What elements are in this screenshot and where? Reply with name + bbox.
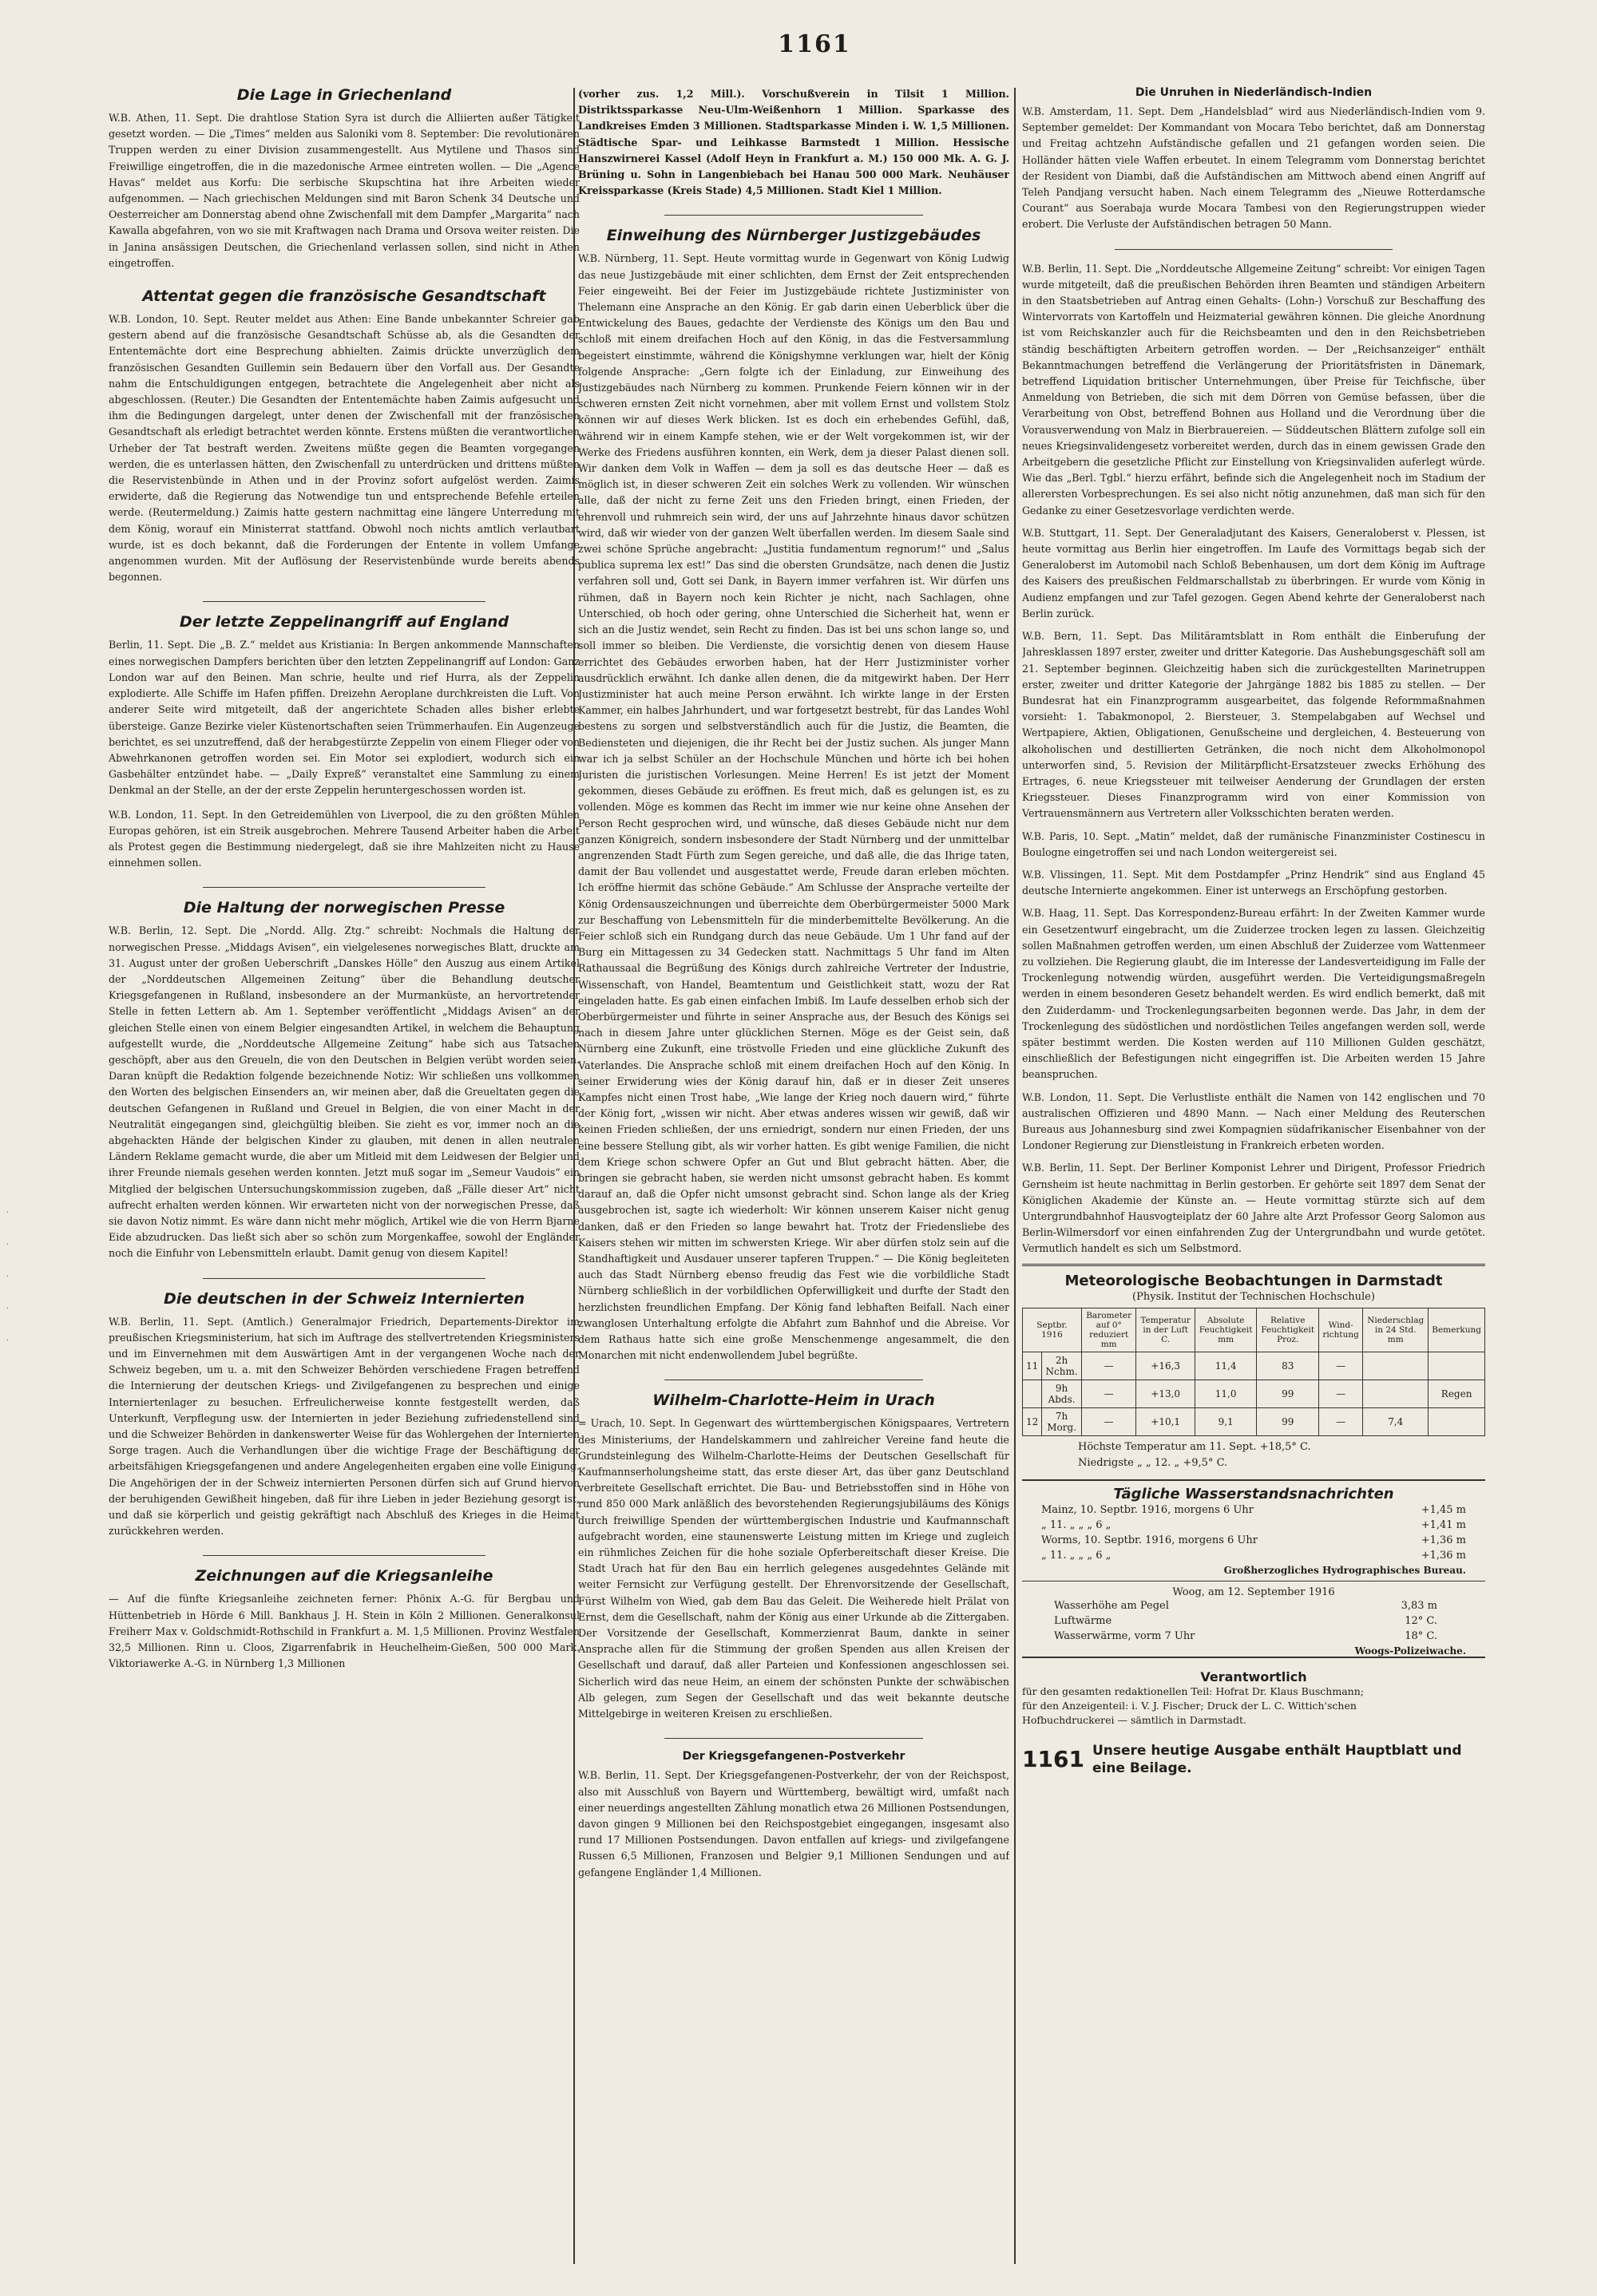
weather-subtitle: (Physik. Institut der Technischen Hochschule) <box>1132 1290 1375 1303</box>
table-cell: 99 <box>1257 1380 1319 1407</box>
article-zeppelin <box>109 613 580 871</box>
min-temperature: Niedrigste „ „ 12. „ +9,5° C. <box>1078 1456 1228 1469</box>
table-row <box>1023 1352 1485 1380</box>
separator <box>1115 249 1393 250</box>
woog-label: Luftwärme <box>1054 1614 1112 1627</box>
water-level-row <box>1022 1548 1485 1563</box>
weather-extremes <box>1022 1436 1485 1473</box>
table-cell: 7,4 <box>1363 1407 1429 1435</box>
edition-notice <box>1022 1742 1485 1777</box>
water-level-value: +1,36 m <box>1421 1549 1466 1562</box>
woog-row <box>1022 1598 1485 1613</box>
table-cell: +10,1 <box>1136 1407 1195 1435</box>
article-body: W.B. Athen, 11. Sept. Die drahtlose Station Syra ist durch die Alliierten außer Tätigkeit gesetzt worden. — Die „Times“ melden aus Saloniki vom 8. September: Die revolutionären Truppen werden zu einer Division zusammengestellt. Aus Mytilene und Thasos sind Freiwillige eingetroffen, die in die mazedonische Armee eintreten wollen. — Die „Agence Havas“ meldet aus Korfu: Die serbische Skupschtina hat ihre Arbeiten wieder aufgenommen. — Nach griechischen Meldungen sind mit Baron Schenk 34 Deutsche und Oesterreicher am Donnerstag abend ohne Zwischenfall mit dem Dampfer „Margarita“ nach Kawalla abgefahren, von wo sie mit Kraftwagen nach Drama und Orsova weiter reisten. Die in Janina ansässigen Deutschen, die Griechenland verlassen sollen, sind nicht in Athen eingetroffen. <box>109 112 580 269</box>
responsible-line: für den Anzeigenteil: i. V. J. Fischer; Druck der L. C. Wittich'schen <box>1022 1699 1357 1712</box>
woog-label: Wasserhöhe am Pegel <box>1054 1599 1169 1612</box>
news-item: W.B. Bern, 11. Sept. Das Militäramtsblatt in Rom enthält die Einberufung der Jahresklassen 1897 erster, zweiter und dritter Kategorie. Das Aushebungsgeschäft soll am 21. September beginnen. Gleichzeitig haben sich die zurückgestellten Marinetruppen erster, zweiter und dritter Kategorie der Jahrgänge 1882 bis 1885 zu stellen. — Der Bundesrat hat ein Finanzprogramm ausgearbeitet, das folgende Reformmaßnahmen vorsieht: 1. Tabakmonopol, 2. Biersteuer, 3. Stempelabgaben auf Wechsel und Wertpapiere, Aktien, Obligationen, Genußscheine und dergleichen, 4. Besteuerung von alkoholischen und destillierten Getränken, die noch nicht dem Alkoholmonopol unterworfen sind, 5. Revision der Militärpflicht-Ersatzsteuer zwecks Erhöhung des Ertrages, 6. neue Kriegssteuer mit teilweiser Aenderung der Grundlagen der ersten Kriegssteuer. Dieses Finanzprogramm wird von einer Kommission von Vertrauensmännern aus Vertretern aller Volksschichten beraten werden. <box>1022 630 1485 820</box>
weather-table <box>1022 1308 1485 1436</box>
separator <box>203 1555 485 1556</box>
table-row <box>1023 1380 1485 1407</box>
article-post <box>578 1750 1009 1880</box>
woog-heading: Woog, am 12. September 1916 <box>1172 1585 1335 1598</box>
notice-number: 1161 <box>1022 1746 1084 1773</box>
news-item: W.B. Stuttgart, 11. Sept. Der Generaladjutant des Kaisers, Generaloberst v. Plessen, ist heute vormittag aus Berlin hier eingetroffen. Im Laufe des Vormittags begab sich der Generaloberst im Automobil nach Schloß Bebenhausen, um dort dem König im Auftrage des Kaisers des preußischen Feldmarschallstab zu überbringen. Er wurde vom König in Audienz empfangen und zur Tafel gezogen. Gegen Abend kehrte der Generaloberst nach Berlin zurück. <box>1022 526 1485 620</box>
article-headline: Die Haltung der norwegischen Presse <box>183 899 505 917</box>
table-cell: 9h Abds. <box>1042 1380 1082 1407</box>
weather-section <box>1022 1264 1485 1473</box>
table-cell: 7h Morg. <box>1042 1407 1082 1435</box>
article-body: W.B. Berlin, 11. Sept. (Amtlich.) Generalmajor Friedrich, Departements-Direktor im preußischen Kriegsministerium, hat sich im Auftrage des stellvertretenden Kriegsministers und im Einvernehmen mit dem Auswärtigen Amt in der vergangenen Woche nach der Schweiz begeben, um u. a. mit den Schweizer Behörden verschiedene Fragen betreffend die Internierung der deutschen Kriegs- und Zivilgefangenen zu besprechen und einige Interniertenlager zu besuchen. Erfreulicherweise konnte festgestellt werden, daß Unterkunft, Verpflegung usw. der Internierten in jeder Beziehung zufriedenstellend sind und die Schweizer Behörden in dankenswerter Weise für das Wohlergehen der Internierten Sorge tragen. Auch die Verhandlungen über die wichtige Frage der Beschäftigung der arbeitsfähigen Kriegsgefangenen und andere Angelegenheiten ergaben eine volle Einigung. Die Angehörigen der in der Schweiz internierten Personen dürfen sich auf Grund hiervon der beruhigenden Gewißheit hingeben, daß für ihre Lieben in jeder Beziehung gesorgt ist, und daß sie körperlich und geistig gekräftigt nach Abschluß des Krieges in die Heimat zurückkehren werden. <box>109 1315 580 1538</box>
column-rule <box>1014 88 1016 2264</box>
news-item: W.B. London, 11. Sept. Die Verlustliste enthält die Namen von 142 englischen und 70 australischen Offizieren und 4890 Mann. — Nach einer Meldung des Reuterschen Bureaus aus Johannesburg sind zwei Kompagnien südafrikanischer Eisenbahner von der Londoner Regierung zur Dienstleistung in Frankreich erbeten worden. <box>1022 1091 1485 1152</box>
table-cell <box>1429 1352 1485 1380</box>
article-body: (vorher zus. 1,2 Mill.). Vorschußverein in Tilsit 1 Million. Distriktssparkasse Neu-Ulm-Weißenhorn 1 Million. Sparkasse des Landkreises Emden 3 Millionen. Stadtsparkasse Minden i. W. 1,5 Millionen. Städtische Spar- und Leihkasse Barmstedt 1 Million. Hessische Hanszwirnerei Kassel (Adolf Heyn in Frankfurt a. M.) 150 000 Mk. A. G. J. Brüning u. Sohn in Langenbiebach bei Hanau 500 000 Mark. Neuhäuser Kreissparkasse (Kreis Stade) 4,5 Millionen. Stadt Kiel 1 Million. <box>578 88 1009 197</box>
woog-value: 18° C. <box>1405 1629 1437 1642</box>
article-schweiz <box>109 1290 580 1540</box>
table-cell: 12 <box>1023 1407 1042 1435</box>
water-level-row <box>1022 1502 1485 1518</box>
table-row <box>1023 1407 1485 1435</box>
water-level-value: +1,45 m <box>1421 1503 1466 1516</box>
table-header: Temperatur in der Luft C. <box>1136 1308 1195 1352</box>
table-cell: — <box>1319 1352 1363 1380</box>
responsible-line: für den gesamten redaktionellen Teil: Hofrat Dr. Klaus Buschmann; <box>1022 1684 1364 1697</box>
table-cell <box>1363 1380 1429 1407</box>
article-body: W.B. Berlin, 12. Sept. Die „Nordd. Allg. Ztg.“ schreibt: Nochmals die Haltung der norwegischen Presse. „Middags Avisen“, ein vielgelesenes norwegisches Blatt, druckte am 31. August unter der großen Ueberschrift „Danskes Hölle“ den Auszug aus einem Artikel der „Norddeutschen Allgemeinen Zeitung“ über die Behandlung deutscher Kriegsgefangenen in Rußland, insbesondere an der Murmanküste, an hervortretender Stelle in fetten Lettern ab. Am 1. September veröffentlicht „Middags Avisen“ an der gleichen Stelle einen von einem Belgier eingesandten Artikel, in welchem die Behauptung aufgestellt wurde, die „Norddeutsche Allgemeine Zeitung“ habe sich aus Tatsachen geschöpft, aber aus den Greueln, die von den Deutschen in Belgien verübt worden seien. Daran knüpft die Redaktion folgende bezeichnende Notiz: Wir schließen uns vollkommen den Worten des belgischen Einsenders an, wir meinen aber, daß die Greueltaten gegen die deutschen Gefangenen in Rußland und Greuel in Belgien, die von einer Macht in der Neutralität eingegangen sind, gleichgültig bleiben. Sie zieht es vor, immer noch an die abgehackten Hände der belgischen Kinder zu glauben, mit denen in allen neutralen Ländern Reklame gemacht wurde, die aber um Mitleid mit dem Leidwesen der Belgier und ihrer Freunde niemals gesehen werden konnten. Jetzt muß sogar im „Semeur Vaudois“ ein Mitglied der belgischen Untersuchungskommission zugeben, daß „Fälle dieser Art“ nicht aufrecht erhalten werden können. Wir erwarteten nicht von der norwegischen Presse, daß sie davon Notiz nimmt. Es wäre dann nicht mehr möglich, Artikel wie die von Herrn Bjarne Eide abzudrucken. Das ließt sich aber so schön zum Morgenkaffee, sowohl der Engländer noch die Einfuhr von Lebensmitteln erlaubt. Damit genug von diesem Kapitel! <box>109 924 580 1260</box>
article-presse <box>109 899 580 1261</box>
margin-marks: · · · · · <box>6 1209 10 1345</box>
responsible-section <box>1022 1669 1485 1728</box>
separator <box>203 1278 485 1279</box>
news-list <box>1022 261 1485 1257</box>
table-header: Absolute Feuchtigkeit mm <box>1195 1308 1257 1352</box>
article-attentat <box>109 287 580 585</box>
news-item: W.B. Paris, 10. Sept. „Matin“ meldet, daß der rumänische Finanzminister Costinescu in Boulogne eingetroffen sei und nach London weitergereist sei. <box>1022 829 1485 858</box>
weather-title: Meteorologische Beobachtungen in Darmstadt <box>1064 1272 1443 1289</box>
hydrographic-office: Großherzogliches Hydrographisches Bureau. <box>1022 1563 1485 1581</box>
news-item: W.B. Berlin, 11. Sept. Die „Norddeutsche Allgemeine Zeitung“ schreibt: Vor einigen Tagen wurde mitgeteilt, daß die preußischen Behörden ihren Beamten und ständigen Arbeitern in den Staatsbetrieben auf Antrag einen Gehalts- (Lohn-) Vorschuß zur Beschaffung des Wintervorrats von Kartoffeln und Heizmaterial gewähren können. Die gleiche Anordnung ist vom Reichskanzler auch für die Reichsbeamten und den in den Reichsbetrieben ständig beschäftigten Arbeitern getroffen worden. — Der „Reichsanzeiger“ enthält Bekanntmachungen betreffend die Verlängerung der Prioritätsfristen in Dänemark, betreffend Liquidation britischer Unternehmungen, über Preise für Teichfische, über Anmeldung von Betrieben, die sich mit dem Dörren von Gemüse befassen, über die Verarbeitung von Obst, betreffend Bohnen aus Holland und die Verordnung über die Vorausverwendung von Malz in Bierbrauereien. — Süddeutschen Blättern zufolge soll ein neues Kriegsinvalidengesetz vorbereitet werden, durch das in einem gewissen Grade den Arbeitgebern die gesetzliche Pflicht zur Einstellung von Kriegsinvaliden auferlegt würde. Wie das „Berl. Tgbl.“ hierzu erfährt, befinde sich die Angelegenheit noch im Stadium der allerersten Vorbesprechungen. Es sei also nicht nötig anzunehmen, daß man sich für den Gedanke zu einer Gesetzesvorlage verdichten werde. <box>1022 262 1485 517</box>
responsible-title: Verantwortlich <box>1200 1669 1307 1684</box>
article-body: Berlin, 11. Sept. Die „B. Z.“ meldet aus Kristiania: In Bergen ankommende Mannschaften eines norwegischen Dampfers berichten über den letzten Zeppelinangriff auf London: Ganz London war auf den Beinen. Man schrie, heulte und rief Hurra, als der Zeppelin explodierte. Alle Schiffe im Hafen pfiffen. Dreizehn Aeroplane durchkreisten die Luft. Von anderer Seite wird mitgeteilt, daß der angerichtete Schaden alles bisher erlebte übersteige. Ganze Bezirke vieler Küstenortschaften seien Trümmerhaufen. Ein Augenzeuge berichtet, es sei unzutreffend, daß der herabgestürzte Zeppelin von einem Flieger oder von Abwehrkanonen getroffen worden sei. Ein Motor sei explodiert, wodurch sich ein Gasbehälter entzündet habe. — „Daily Expreß“ veranstaltet eine Sammlung zu einem Denkmal an der Stelle, an der der erste Zeppelin heruntergeschossen worden ist. <box>109 639 580 797</box>
water-level-row <box>1022 1518 1485 1533</box>
table-cell: — <box>1081 1380 1136 1407</box>
news-item: W.B. Haag, 11. Sept. Das Korrespondenz-Bureau erfährt: In der Zweiten Kammer wurde ein Gesetzentwurf eingebracht, um die Zuiderzee trocken legen zu lassen. Gleichzeitig sollen Maßnahmen getroffen werden, um einen Abschluß der Zuiderzee vom Wattenmeer zu vollziehen. Die Regierung glaubt, die im Interesse der Landesverteidigung im Falle der Trockenlegung notwendig würden, ausgeführt werden. Die Verteidigungsmaßregeln werden in einem besonderen Gesetz behandelt werden. Es wird endlich bemerkt, daß mit den Zuiderdamm- und Trockenlegungsarbeiten begonnen werde. Das Jahr, in dem der Trockenlegung des südöstlichen und nordöstlichen Teiles angefangen werden soll, werde später bestimmt werden. Die Kosten werden auf 110 Millionen Gulden geschätzt, einschließlich der Befestigungen nicht eingegriffen ist. Die Arbeiten werden 15 Jahre beanspruchen. <box>1022 907 1485 1081</box>
water-level-place: „ 11. „ „ „ 6 „ <box>1041 1549 1112 1562</box>
article-headline: Attentat gegen die französische Gesandtschaft <box>142 287 546 306</box>
water-level-value: +1,36 m <box>1421 1534 1466 1546</box>
article-subhead: Der Kriegsgefangenen-Postverkehr <box>682 1750 905 1764</box>
article-body: W.B. London, 10. Sept. Reuter meldet aus Athen: Eine Bande unbekannter Schreier gab gestern abend auf die französische Gesandtschaft Schüsse ab, als die Gesandten der Ententemächte dort eine Besprechung abhielten. Zaimis drückte unverzüglich dem französischen Gesandten Guillemin sein Bedauern über den Vorfall aus. Der Gesandte nahm die Entschuldigungen entgegen, betrachtete die Angelegenheit aber nicht als abgeschlossen. (Reuter.) Die Gesandten der Ententemächte haben Zaimis aufgesucht und ihm die Bedingungen dargelegt, unter denen der Zwischenfall mit der französischen Gesandtschaft als erledigt betrachtet werden könnte. Erstens müßten die verantwortlichen Urheber der Tat bestraft werden. Zweitens müßte gegen die Beamten vorgegangen werden, die es unterlassen hätten, den Zwischenfall zu unterdrücken und drittens müßten die Reservistenbünde in Athen und in der Provinz sofort aufgelöst werden. Zaimis erwiderte, daß die Regierung das Notwendige tun und entsprechende Befehle erteilen werde. (Reutermeldung.) Zaimis hatte gestern nachmittag eine längere Unterredung mit dem König, worauf ein Ministerrat stattfand. Obwohl noch nichts amtlich verlautbart wurde, ist es doch bekannt, daß die Forderungen der Entente in vollem Umfange angenommen wurden. Mit der Auflösung der Reservistenbünde wurde bereits abends begonnen. <box>109 313 580 584</box>
table-cell: 2h Nchm. <box>1042 1352 1082 1380</box>
table-cell: 99 <box>1257 1407 1319 1435</box>
page-number: 1161 <box>778 30 851 58</box>
table-cell: — <box>1319 1407 1363 1435</box>
article-headline: Die Unruhen in Niederländisch-Indien <box>1135 86 1373 99</box>
water-level-place: Mainz, 10. Septbr. 1916, morgens 6 Uhr <box>1041 1503 1254 1516</box>
table-cell <box>1023 1380 1042 1407</box>
column-1 <box>109 86 580 2248</box>
water-level-place: Worms, 10. Septbr. 1916, morgens 6 Uhr <box>1041 1534 1258 1546</box>
article-headline: Zeichnungen auf die Kriegsanleihe <box>195 1567 493 1585</box>
separator <box>203 601 485 602</box>
article-justiz <box>578 227 1009 1364</box>
woog-police: Woogs-Polizeiwache. <box>1022 1644 1485 1658</box>
notice-text: Unsere heutige Ausgabe enthält Hauptblatt und eine Beilage. <box>1092 1742 1462 1776</box>
column-3 <box>1022 86 1485 2248</box>
article-headline: Die deutschen in der Schweiz Internierten <box>164 1289 525 1308</box>
article-headline: Der letzte Zeppelinangriff auf England <box>179 613 509 631</box>
article-body: W.B. Berlin, 11. Sept. Der Kriegsgefangenen-Postverkehr, der von der Reichspost, also mit Ausschluß von Bayern und Württemberg, bewältigt wird, umfaßt nach einer neuerdings angestellten Zählung monatlich etwa 26 Millionen Postsendungen, davon gingen 9 Millionen bei den Reichspostgebiet eingegangen, insgesamt also rund 17 Millionen Postsendungen. Davon entfallen auf kriegs- und zivilgefangene Russen 6,5 Millionen, Franzosen und Belgier 9,1 Millionen Sendungen und auf gefangene Engländer 1,4 Millionen. <box>578 1769 1009 1878</box>
news-item: W.B. Vlissingen, 11. Sept. Mit dem Postdampfer „Prinz Hendrik“ sind aus England 45 deutsche Internierte angekommen. Einer ist unterwegs an Erschöpfung gestorben. <box>1022 868 1485 897</box>
woog-row <box>1022 1629 1485 1644</box>
article-body: W.B. London, 11. Sept. In den Getreidemühlen von Liverpool, die zu den größten Mühlen Europas gehören, ist ein Streik ausgebrochen. Mehrere Tausend Arbeiter haben die Arbeit als Protest gegen die Bestimmung niedergelegt, daß sie ihre Mahlzeiten nicht zu Hause einnehmen sollen. <box>109 808 580 869</box>
table-cell: 9,1 <box>1195 1407 1257 1435</box>
woog-value: 3,83 m <box>1401 1599 1437 1612</box>
water-level-title: Tägliche Wasserstandsnachrichten <box>1113 1485 1394 1502</box>
table-cell: 11,0 <box>1195 1380 1257 1407</box>
water-level-place: „ 11. „ „ „ 6 „ <box>1041 1518 1112 1531</box>
table-cell <box>1429 1407 1485 1435</box>
table-cell: — <box>1081 1407 1136 1435</box>
article-griechenland <box>109 86 580 271</box>
responsible-line: Hofbuchdruckerei — sämtlich in Darmstadt. <box>1022 1713 1246 1726</box>
column-2 <box>578 86 1009 2248</box>
woog-row <box>1022 1613 1485 1629</box>
table-cell: — <box>1081 1352 1136 1380</box>
table-cell: +13,0 <box>1136 1380 1195 1407</box>
news-item: W.B. Berlin, 11. Sept. Der Berliner Komponist Lehrer und Dirigent, Professor Friedrich Gernsheim ist heute nachmittag in Berlin gestorben. Er gehörte seit 1897 dem Senat der Königlichen Akademie der Künste an. — Heute vormittag stürzte sich auf dem Untergrundbahnhof Hausvogteiplatz der 60 Jahre alte Arzt Professor Georg Salomon aus Berlin-Wilmersdorf vor einen einfahrenden Zug der Untergrundbahn und wurde getötet. Vermutlich handelt es sich um Selbstmord. <box>1022 1162 1485 1255</box>
table-header: Relative Feuchtigkeit Proz. <box>1257 1308 1319 1352</box>
article-wilhelm <box>578 1391 1009 1722</box>
table-cell <box>1363 1352 1429 1380</box>
table-cell: — <box>1319 1380 1363 1407</box>
separator <box>664 215 923 216</box>
table-cell: 11,4 <box>1195 1352 1257 1380</box>
table-cell: +16,3 <box>1136 1352 1195 1380</box>
water-level-section <box>1022 1479 1485 1658</box>
table-header: Septbr. 1916 <box>1023 1308 1082 1352</box>
water-level-value: +1,41 m <box>1421 1518 1466 1531</box>
table-cell: 83 <box>1257 1352 1319 1380</box>
separator <box>664 1738 923 1739</box>
table-cell: 11 <box>1023 1352 1042 1380</box>
water-level-row <box>1022 1533 1485 1548</box>
article-body: W.B. Nürnberg, 11. Sept. Heute vormittag wurde in Gegenwart von König Ludwig das neue Justizgebäude mit einer schlichten, dem Ernst der Zeit entsprechenden Feier eingeweiht. Bei der Feier im Justizgebäude richtete Justizminister von Thelemann eine Ansprache an den König. Er gab darin einen Ueberblick über die Entwickelung des Baues, gedachte der Verdienste des Königs um den Bau und schloß mit einem dreifachen Hoch auf den König, in das die Festversammlung begeistert einstimmte, während die Königshymne verklungen war, hielt der König folgende Ansprache: „Gern folgte ich der Einladung, zur Einweihung des Justizgebäudes nach Nürnberg zu kommen. Prunkende Feiern können wir in der schweren ernsten Zeit nicht vornehmen, aber mit vollem Ernst und vollstem Stolz können wir auf dieses Werk blicken. Ist es doch ein erhebendes Gefühl, daß, während wir in einem Kampfe stehen, wie er der Welt vorgekommen ist, wir der Werke des Friedens ausführen konnten, ein Werk, dem ja dieser Palast dienen soll. Wir danken dem Volk in Waffen — dem ja soll es das deutsche Heer — daß es möglich ist, in dieser schweren Zeit ein solches Werk zu vollenden. Wir wünschen alle, daß der nicht zu ferne Zeit uns den Frieden bringt, einen Frieden, der ehrenvoll und ruhmreich sein wird, der uns auf Jahrzehnte hinaus davor schützen wird, daß wir wieder von der ganzen Welt überfallen werden. Im diesem Saale sind zwei schöne Sprüche angebracht: „Justitia fundamentum regnorum!“ und „Salus publica suprema lex est!“ Das sind die obersten Grundsätze, nach denen die Justiz verfahren soll und, Gott sei Dank, in Bayern immer verfahren ist. Wir dürfen uns rühmen, daß in Bayern noch kein Richter je nicht, nach Sachlagen, ohne Unterschied, ob hoch oder gering, ohne Unterschied die Sicherheit hat, wenn er sich an die Justiz wendet, sein Recht zu finden. Das ist bei uns schon lange so, und soll immer so bleiben. Die Verdienste, die vorsichtig denen von diesem Hause errichtet des Gebäudes erworben haben, hat der Herr Justizminister vorher ausdrücklich erwähnt. Ich danke allen denen, die da mitgewirkt haben. Der Herr Justizminister hat auch meine Person erwähnt. Ich wirkte lange in der Ersten Kammer, ein halbes Jahrhundert, und war fortgesetzt bestrebt, für das Landes Wohl bestens zu sorgen und selbstverständlich auch für die Justiz, die Beamten, die Bediensteten und diejenigen, die ihr Recht bei der Justiz suchen. Als junger Mann war ich ja selbst Schüler an der Hochschule München und hörte ich bei hohen Juristen die juristischen Vorlesungen. Meine Herren! Es ist jetzt der Moment gekommen, dieses Gebäude zu eröffnen. Es freut mich, daß es gelungen ist, es zu vollenden. Möge es kommen das Recht im immer wie nur keine ohne Ansehen der Person Recht gesprochen wird, und wünsche, daß dieses Gebäude nicht nur dem ganzen Königreich, sondern insbesondere der Stadt Nürnberg und der unmittelbar angrenzenden Stadt Fürth zum Segen gereiche, und daß alle, die das Ihrige taten, damit der Bau vollendet und ausgestattet werde, Freude daran erleben möchten. Ich eröffne hiermit das schöne Gebäude.“ Am Schlusse der Ansprache verteilte der König Ordensauszeichnungen und überreichte dem Oberbürgermeister 5000 Mark zur Beschaffung von Lebensmitteln für die minderbemittelte Bevölkerung. An die Feier schloß sich ein Rundgang durch das neue Gebäude. Um 1 Uhr fand auf der Burg ein Mittagessen zu 34 Gedecken statt. Nachmittags 5 Uhr fand im Alten Rathaussaal die Begrüßung des Königs durch zahlreiche Vertreter der Industrie, Wissenschaft, von Handel, Beamtentum und Geistlichkeit statt, wozu der Rat eingeladen hatte. Es gab einen einfachen Imbiß. Im Laufe desselben erhob sich der Oberbürgermeister und führte in seiner Ansprache aus, der Besuch des Königs sei nach in diesem Jahre unter glücklichen Sternen. Möge es der Geist sein, daß Nürnberg eine Zukunft, eine tröstvolle Frieden und eine glückliche Zukunft des Vaterlandes. Die Ansprache schloß mit einem dreifachen Hoch auf den König. In seiner Erwiderung wies der König darauf hin, daß er in dieser Zeit unseres Kampfes nicht einen Trost habe, „Wie lange der Krieg noch dauern wird,“ führte der König fort, „wissen wir nicht. Aber etwas anderes wissen wir gewiß, daß wir keinen Frieden schließen, der uns erniedrigt, sondern nur einen Frieden, der uns eine bessere Stellung gibt, als wir vorher hatten. Es gibt wenige Familien, die nicht dem Kriege schon schwere Opfer an Gut und Blut gebracht hätten. Aber, die bringen sie gebracht haben, sie werden nicht umsonst gebracht haben. Es kommt darauf an, daß die Opfer nicht umsonst gebracht sind. Schon lange als der Krieg ausgebrochen ist, sagte ich wiederholt: Wir können unserem Kaiser nicht genug danken, daß er den Frieden so lange bewahrt hat. Trotz der Friedensliebe des Kaisers stehen wir mitten im schwersten Kriege. Wir aber dürfen stolz sein auf die Standhaftigkeit und Ausdauer unserer tapferen Truppen.“ — Die König begleiteten auch das Stadt Nürnberg ebenso freudig das Fest wie die vorbildliche Stadt Nürnberg schließlich in der vorbildlichen Opferwilligkeit und durfte der Stadt den herzlichsten freundlichen Empfang. Der König fand lebhaften Beifall. Nach einer zwanglosen Unterhaltung erfolgte die Abfahrt zum Bahnhof und die Abreise. Vor dem Rathaus hatte sich eine große Menschenmenge angesammelt, die den Monarchen mit nicht endenwollendem Jubel begrüßte. <box>578 252 1009 1362</box>
max-temperature: Höchste Temperatur am 11. Sept. +18,5° C. <box>1078 1440 1311 1453</box>
table-header: Barometer auf 0° reduziert mm <box>1081 1308 1136 1352</box>
article-body: = Urach, 10. Sept. In Gegenwart des württembergischen Königspaares, Vertretern des Ministeriums, der Handelskammern und zahlreicher Vereine fand heute die Grundsteinlegung des Wilhelm-Charlotte-Heims der Deutschen Gesellschaft für Kaufmannserholungsheime statt, das erste dieser Art, das über ganz Deutschland verbreitete Gesellschaft errichtet. Die Bau- und Betriebsstoffen sind in Höhe von rund 850 000 Mark anläßlich des bevorstehenden Regierungsjubiläums des Königs durch freiwillige Spenden der württembergischen Industrie und Kaufmannschaft aufgebracht worden, eine staunenswerte Leistung mitten im Kriege und zugleich ein rühmliches Zeichen für die hohe soziale Opferbereitschaft dieser Kreise. Die Stadt Urach hat für den Bau ein herrlich gelegenes ausgedehntes Gelände mit weiter Fernsicht zur Verfügung gestellt. Der Ehrenvorsitzende der Gesellschaft, Fürst Wilhelm von Wied, gab dem Bau das Geleit. Die Weiherede hielt Prälat von Ernst, dem die Gesellschaft, nahm der König aus einer Urkunde ab die Zittergaben. Der Vorsitzende der Gesellschaft, Kommerzienrat Baum, dankte in seiner Ansprache allen für die Stimmung der großen Spenden aus allen Kreisen der Gesellschaft und darauf, daß aller Parteien und Konfessionen angeschlossen sei. Sicherlich wird das neue Heim, an einem der schönsten Punkte der schwäbischen Alb gelegen, zum Segen der Gesellschaft und das weit bekannte deutsche Mittelgebirge in weiteren Kreisen zu erschließen. <box>578 1417 1009 1720</box>
article-indien <box>1022 86 1485 233</box>
table-header: Wind-richtung <box>1319 1308 1363 1352</box>
article-headline: Einweihung des Nürnberger Justizgebäudes <box>606 227 981 245</box>
woog-value: 12° C. <box>1405 1614 1437 1627</box>
separator <box>203 887 485 888</box>
woog-label: Wasserwärme, vorm 7 Uhr <box>1054 1629 1195 1642</box>
table-cell: Regen <box>1429 1380 1485 1407</box>
article-headline: Die Lage in Griechenland <box>236 86 452 104</box>
article-continuation <box>578 86 1009 199</box>
article-body: W.B. Amsterdam, 11. Sept. Dem „Handelsblad“ wird aus Niederländisch-Indien vom 9. September gemeldet: Der Kommandant von Mocara Tebo berichtet, daß am Donnerstag und Freitag achtzehn Aufständische gefallen und 21 gefangen worden seien. Die Holländer hätten viele Waffen erbeutet. In einem Telegramm vom Donnerstag berichtet der Resident von Diambi, daß die Aufständischen am Mittwoch abend einen Angriff auf Teleh Pandjang versucht haben. Nach einem Telegramm des „Nieuwe Rotterdamsche Courant“ aus Soerabaja wurde Mocara Tambesi von den Regierungstruppen wieder erobert. Die Verluste der Aufständischen betragen 50 Mann. <box>1022 105 1485 231</box>
table-header: Bemerkung <box>1429 1308 1485 1352</box>
article-body: — Auf die fünfte Kriegsanleihe zeichneten ferner: Phönix A.-G. für Bergbau und Hüttenbetrieb in Hörde 6 Mill. Bankhaus J. H. Stein in Köln 2 Millionen. Generalkonsul Freiherr Max v. Goldschmidt-Rothschild in Frankfurt a. M. 1,5 Millionen. Provinz Westfalen 32,5 Millionen. Rinn u. Cloos, Zigarrenfabrik in Heuchelheim-Gießen, 500 000 Mark. Viktoriawerke A.-G. in Nürnberg 1,3 Millionen <box>109 1593 580 1670</box>
article-headline: Wilhelm-Charlotte-Heim in Urach <box>652 1391 935 1410</box>
table-header: Niederschlag in 24 Std. mm <box>1363 1308 1429 1352</box>
article-kriegsanleihe <box>109 1567 580 1672</box>
